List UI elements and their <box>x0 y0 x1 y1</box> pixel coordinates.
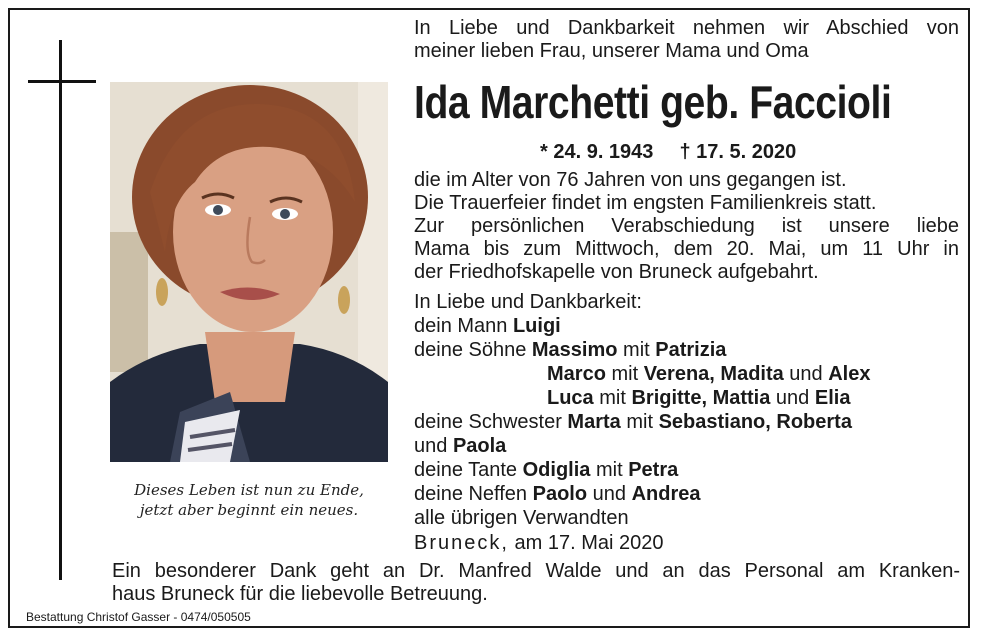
son3-family-names: Brigitte, Mattia <box>631 387 771 409</box>
death-date: † 17. 5. 2020 <box>679 141 797 163</box>
family-heading: In Liebe und Dankbarkeit: <box>414 291 642 313</box>
memorial-quote <box>110 480 388 520</box>
mit-word: mit <box>593 387 632 409</box>
family-son3 <box>414 386 959 410</box>
family-aunt <box>414 458 959 482</box>
aunt-partner-name: Petra <box>628 459 679 481</box>
funeral-home-footer: Bestattung Christof Gasser - 0474/050505 <box>26 610 251 624</box>
son1-partner-name: Patrizia <box>655 339 727 361</box>
intro-line-2: meiner lieben Frau, unserer Mama und Oma <box>414 40 809 62</box>
quote-line-1: Dieses Leben ist nun zu Ende, <box>134 481 364 499</box>
family-relatives: alle übrigen Verwandten <box>414 507 629 529</box>
son2-name: Marco <box>547 363 606 385</box>
und-word: und <box>783 363 829 385</box>
sister-child-name: Paola <box>452 435 507 457</box>
mit-word: mit <box>620 411 659 433</box>
thanks-line-2: haus Bruneck für die liebevolle Betreuung. <box>112 583 488 605</box>
family-sister-child <box>414 434 959 458</box>
place-date-text: am 17. Mai 2020 <box>508 532 664 554</box>
portrait-photo <box>110 82 388 462</box>
aunt-name: Odiglia <box>522 459 591 481</box>
family-nephews <box>414 482 959 506</box>
nephews-prefix: deine Neffen <box>414 483 533 505</box>
family-husband <box>414 314 959 338</box>
sons-prefix: deine Söhne <box>414 339 532 361</box>
aunt-prefix: deine Tante <box>414 459 523 481</box>
place-city: Bruneck, <box>414 532 509 554</box>
family-son2 <box>414 362 959 386</box>
thanks-line-1: Ein besonderer Dank geht an Dr. Manfred Walde und an das Personal am Kranken- <box>112 560 960 582</box>
mit-word: mit <box>605 363 644 385</box>
mit-word: mit <box>590 459 629 481</box>
sister-name: Marta <box>567 411 621 433</box>
husband-name: Luigi <box>512 315 561 337</box>
family-sister <box>414 410 959 434</box>
und-word: und <box>587 483 632 505</box>
family-list <box>414 290 959 530</box>
cross-icon-vertical <box>59 40 62 580</box>
place-date <box>414 531 663 555</box>
deceased-name: Ida Marchetti geb. Faccioli <box>414 76 892 128</box>
mit-word: mit <box>617 339 656 361</box>
son3-name: Luca <box>547 387 594 409</box>
intro-line-1: In Liebe und Dankbarkeit nehmen wir Abschied von <box>414 17 959 39</box>
son3-child-name: Elia <box>814 387 851 409</box>
husband-prefix: dein Mann <box>414 315 513 337</box>
und-word: und <box>414 435 453 457</box>
nephew2-name: Andrea <box>631 483 701 505</box>
family-sons <box>414 338 959 362</box>
quote-line-2: jetzt aber beginnt ein neues. <box>139 501 359 519</box>
sister-family-names: Sebastiano, Roberta <box>658 411 852 433</box>
body-line-4: Mama bis zum Mittwoch, dem 20. Mai, um 11 Uhr in <box>414 238 959 260</box>
announcement-body <box>414 169 959 284</box>
body-line-3: Zur persönlichen Verabschiedung ist unsere liebe <box>414 215 959 237</box>
cross-icon-horizontal <box>28 80 96 83</box>
portrait-illustration <box>110 82 388 462</box>
son2-family-names: Verena, Madita <box>643 363 784 385</box>
intro-text <box>414 17 959 63</box>
body-line-5: der Friedhofskapelle von Bruneck aufgebahrt. <box>414 261 819 283</box>
body-line-2: Die Trauerfeier findet im engsten Familienkreis statt. <box>414 192 877 214</box>
sister-prefix: deine Schwester <box>414 411 568 433</box>
nephew1-name: Paolo <box>532 483 588 505</box>
birth-date: * 24. 9. 1943 <box>540 141 654 163</box>
son2-child-name: Alex <box>828 363 871 385</box>
son1-name: Massimo <box>531 339 618 361</box>
thanks-text <box>112 560 960 606</box>
life-dates <box>540 140 822 164</box>
und-word: und <box>770 387 815 409</box>
body-line-1: die im Alter von 76 Jahren von uns gegangen ist. <box>414 169 847 191</box>
